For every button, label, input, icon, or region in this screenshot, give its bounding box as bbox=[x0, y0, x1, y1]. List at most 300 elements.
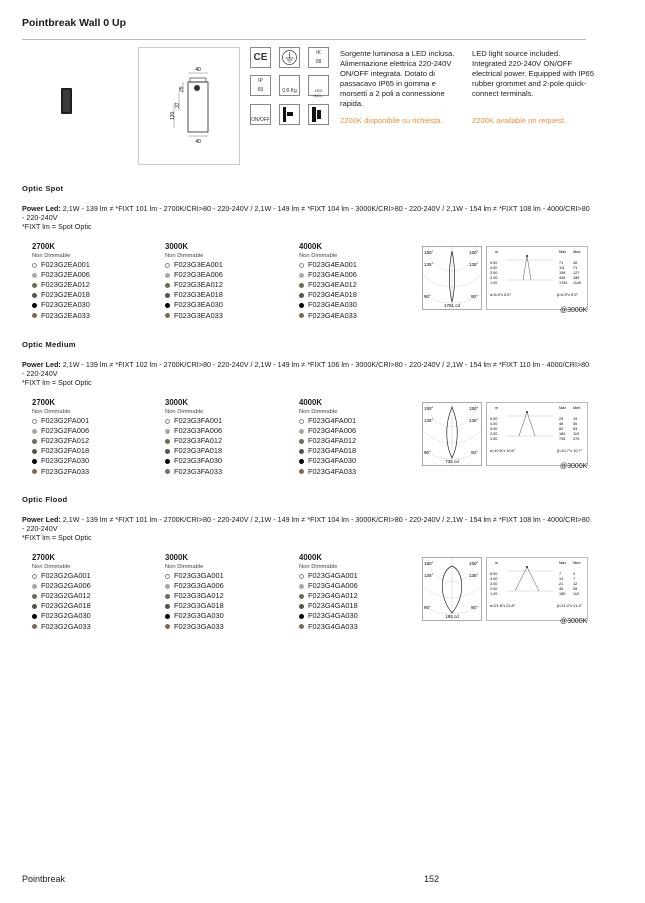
product-code: F023G2GA006 bbox=[41, 581, 91, 591]
product-code-row bbox=[165, 426, 285, 436]
product-code-row bbox=[165, 571, 285, 581]
wall-light-icon bbox=[308, 104, 329, 125]
table-max: 185 bbox=[559, 592, 566, 596]
product-code: F023G3EA030 bbox=[174, 300, 223, 310]
title-rule bbox=[22, 39, 586, 40]
polar-angle-150-left: 150° bbox=[424, 250, 434, 255]
led-label: LED INCL. bbox=[313, 88, 324, 98]
table-med: 53 bbox=[573, 427, 578, 431]
product-code-row bbox=[299, 467, 419, 477]
dimming-label: Non Dimmable bbox=[32, 409, 71, 416]
product-code-row bbox=[165, 601, 285, 611]
dim-left-b: 37 bbox=[175, 102, 181, 108]
finish-color-swatch bbox=[165, 594, 170, 599]
table-distance: 1.00 bbox=[490, 281, 498, 285]
table-distance: 5.00 bbox=[490, 417, 498, 421]
finish-color-swatch bbox=[299, 273, 304, 278]
finish-color-swatch bbox=[299, 614, 304, 619]
beam-angle-beta: β=10.7°x 10.7° bbox=[557, 449, 583, 453]
power-led-spec: 2,1W - 139 lm ≠ *FIXT 101 lm - 2700K/CRI>80 - 220-240V / 2,1W - 149 lm ≠ *FIXT 104 lm - 3000K/CRI>80 - 220-240V / 2,1W - 154 lm ≠ *FIXT 108 lm - 4000/CRI>80 - 220-240V bbox=[22, 204, 590, 222]
table-max: 82 bbox=[559, 427, 564, 431]
finish-color-swatch bbox=[32, 449, 37, 454]
product-code: F023G3FA012 bbox=[174, 436, 223, 446]
table-header-max: Max bbox=[559, 406, 567, 410]
product-code: F023G4FA012 bbox=[308, 436, 357, 446]
polar-angle-150-left: 150° bbox=[424, 561, 434, 566]
measurement-reference: @3000K bbox=[560, 463, 588, 470]
cct-column bbox=[32, 242, 152, 321]
dimming-label: Non Dimmable bbox=[32, 253, 71, 260]
product-code-row bbox=[299, 591, 419, 601]
finish-color-swatch bbox=[165, 263, 170, 268]
product-code-row bbox=[165, 270, 285, 280]
product-code: F023G2EA006 bbox=[41, 270, 90, 280]
table-max: 21 bbox=[559, 582, 564, 586]
weight-value: 0.8 Kg bbox=[282, 88, 297, 94]
cct-heading: 3000K bbox=[165, 553, 188, 562]
ik-label: IK bbox=[316, 50, 321, 56]
table-max: 735 bbox=[559, 437, 566, 441]
cct-column bbox=[165, 553, 285, 632]
product-code-row bbox=[299, 416, 419, 426]
product-code-row bbox=[32, 270, 152, 280]
dimming-label: Non Dimmable bbox=[32, 564, 71, 571]
product-code-row bbox=[32, 456, 152, 466]
product-code: F023G3FA001 bbox=[174, 416, 223, 426]
finish-color-swatch bbox=[165, 574, 170, 579]
finish-color-swatch bbox=[165, 584, 170, 589]
table-med: 1140 bbox=[573, 281, 582, 285]
finish-color-swatch bbox=[165, 419, 170, 424]
product-code-row bbox=[299, 601, 419, 611]
finish-color-swatch bbox=[299, 293, 304, 298]
table-max: 12 bbox=[559, 577, 564, 581]
table-distance: 4.00 bbox=[490, 577, 498, 581]
beam-angle-alpha: α=10.6°x 10.6° bbox=[490, 449, 516, 453]
description-italian: Sorgente luminosa a LED inclusa. Alimentazione elettrica 220-240V ON/OFF integrata. Dotato di passacavo IP65 in gomma e morsetti a 2 poli a connessione rapida. bbox=[340, 49, 455, 108]
onoff-label: ON/OFF bbox=[251, 117, 270, 123]
product-code-row bbox=[299, 300, 419, 310]
product-code: F023G2EA001 bbox=[41, 260, 90, 270]
product-code: F023G2FA001 bbox=[41, 416, 90, 426]
product-code-row bbox=[32, 311, 152, 321]
measurement-reference: @3000K bbox=[560, 618, 588, 625]
finish-color-swatch bbox=[32, 459, 37, 464]
product-thumbnail bbox=[60, 88, 74, 114]
product-code: F023G4EA001 bbox=[308, 260, 357, 270]
table-header-m: m bbox=[495, 250, 499, 254]
product-code-row bbox=[32, 280, 152, 290]
product-code: F023G2GA001 bbox=[41, 571, 91, 581]
product-code-row bbox=[32, 611, 152, 621]
power-led-text bbox=[22, 360, 592, 387]
product-code-row bbox=[32, 426, 152, 436]
illuminance-table bbox=[486, 557, 588, 621]
table-max: 111 bbox=[559, 266, 565, 270]
table-med: 7 bbox=[573, 577, 576, 581]
ik-rating-icon bbox=[308, 47, 329, 68]
polar-angle-150-right: 150° bbox=[469, 406, 479, 411]
table-header-med: Med bbox=[573, 406, 581, 410]
product-code: F023G2FA033 bbox=[41, 466, 90, 476]
product-code: F023G3GA001 bbox=[174, 571, 224, 581]
finish-color-swatch bbox=[32, 584, 37, 589]
table-med: 28 bbox=[573, 587, 578, 591]
table-distance: 2.00 bbox=[490, 432, 498, 436]
polar-angle-150-right: 150° bbox=[469, 250, 479, 255]
page-title: Pointbreak Wall 0 Up bbox=[22, 17, 127, 29]
product-code: F023G4FA006 bbox=[308, 426, 357, 436]
ik-value: 08 bbox=[315, 59, 322, 65]
product-code-row bbox=[165, 581, 285, 591]
finish-color-swatch bbox=[32, 594, 37, 599]
polar-angle-135-left: 135° bbox=[424, 573, 434, 578]
table-distance: 5.00 bbox=[490, 572, 498, 576]
finish-color-swatch bbox=[32, 624, 37, 629]
product-code-row bbox=[299, 280, 419, 290]
finish-color-swatch bbox=[32, 574, 37, 579]
beam-angle-beta: β=5.5°x 5.5° bbox=[557, 293, 578, 297]
finish-color-swatch bbox=[299, 584, 304, 589]
dim-left-a: 25 bbox=[179, 86, 185, 92]
section-heading: Optic Medium bbox=[22, 340, 76, 349]
product-code-row bbox=[32, 446, 152, 456]
product-code: F023G4GA018 bbox=[308, 601, 358, 611]
dim-bottom: 40 bbox=[195, 139, 201, 145]
product-code-row bbox=[299, 311, 419, 321]
finish-color-swatch bbox=[32, 263, 37, 268]
product-code: F023G4FA030 bbox=[308, 456, 357, 466]
product-code-row bbox=[165, 416, 285, 426]
cct-heading: 3000K bbox=[165, 242, 188, 251]
finish-color-swatch bbox=[299, 469, 304, 474]
cct-heading: 4000K bbox=[299, 553, 322, 562]
product-code: F023G2FA006 bbox=[41, 426, 90, 436]
table-max: 46 bbox=[559, 587, 564, 591]
product-code: F023G2EA018 bbox=[41, 290, 90, 300]
product-code-row bbox=[299, 426, 419, 436]
product-code-row bbox=[299, 571, 419, 581]
product-dimension-drawing bbox=[139, 48, 239, 164]
finish-color-swatch bbox=[299, 594, 304, 599]
table-max: 184 bbox=[559, 432, 566, 436]
fixt-note: *FIXT lm = Spot Optic bbox=[22, 378, 92, 387]
finish-color-swatch bbox=[299, 574, 304, 579]
product-code: F023G2GA012 bbox=[41, 591, 91, 601]
table-distance: 4.00 bbox=[490, 266, 498, 270]
power-led-text bbox=[22, 204, 592, 231]
finish-color-swatch bbox=[165, 614, 170, 619]
finish-color-swatch bbox=[165, 459, 170, 464]
polar-peak-cd: 735 cd bbox=[445, 459, 459, 464]
finish-color-swatch bbox=[32, 469, 37, 474]
product-code-row bbox=[299, 446, 419, 456]
polar-peak-cd: 1781 cd bbox=[443, 303, 461, 308]
led-included-icon bbox=[308, 75, 329, 96]
table-header-max: Max bbox=[559, 250, 567, 254]
product-code-row bbox=[165, 622, 285, 632]
table-distance: 1.00 bbox=[490, 437, 498, 441]
finish-color-swatch bbox=[165, 469, 170, 474]
product-code: F023G2GA030 bbox=[41, 611, 91, 621]
product-code: F023G4EA033 bbox=[308, 310, 357, 320]
table-distance: 5.00 bbox=[490, 261, 498, 265]
product-code: F023G4EA012 bbox=[308, 280, 357, 290]
polar-angle-150-right: 150° bbox=[469, 561, 479, 566]
polar-diagram bbox=[422, 246, 482, 310]
finish-color-swatch bbox=[165, 439, 170, 444]
dimming-label: Non Dimmable bbox=[299, 253, 338, 260]
table-med: 110 bbox=[573, 592, 580, 596]
product-code-row bbox=[165, 300, 285, 310]
product-code: F023G3FA033 bbox=[174, 466, 223, 476]
table-med: 12 bbox=[573, 582, 578, 586]
product-code-row bbox=[32, 436, 152, 446]
product-code: F023G3GA018 bbox=[174, 601, 224, 611]
product-code: F023G4EA030 bbox=[308, 300, 357, 310]
product-code-row bbox=[32, 467, 152, 477]
product-code-row bbox=[165, 591, 285, 601]
table-distance: 3.00 bbox=[490, 427, 498, 431]
illuminance-table bbox=[486, 246, 588, 310]
table-distance: 4.00 bbox=[490, 422, 498, 426]
product-code: F023G3GA033 bbox=[174, 621, 224, 631]
table-header-m: m bbox=[495, 406, 499, 410]
table-med: 71 bbox=[573, 266, 578, 270]
table-distance: 1.00 bbox=[490, 592, 498, 596]
product-code-row bbox=[299, 270, 419, 280]
product-code: F023G3EA018 bbox=[174, 290, 223, 300]
product-code-row bbox=[299, 260, 419, 270]
product-code: F023G4EA018 bbox=[308, 290, 357, 300]
cct-heading: 4000K bbox=[299, 398, 322, 407]
ip-rating-icon bbox=[250, 75, 271, 96]
finish-color-swatch bbox=[299, 459, 304, 464]
product-code-row bbox=[165, 611, 285, 621]
product-code-row bbox=[165, 467, 285, 477]
finish-color-swatch bbox=[299, 263, 304, 268]
product-code-row bbox=[32, 416, 152, 426]
polar-angle-90-right: 90° bbox=[471, 294, 478, 299]
finish-color-swatch bbox=[165, 273, 170, 278]
product-code: F023G2FA018 bbox=[41, 446, 90, 456]
product-code: F023G3EA001 bbox=[174, 260, 223, 270]
product-code: F023G3EA033 bbox=[174, 310, 223, 320]
finish-color-swatch bbox=[165, 313, 170, 318]
product-code: F023G3GA030 bbox=[174, 611, 224, 621]
product-code: F023G4GA012 bbox=[308, 591, 358, 601]
finish-color-swatch bbox=[299, 449, 304, 454]
cct-heading: 3000K bbox=[165, 398, 188, 407]
table-distance: 3.00 bbox=[490, 582, 498, 586]
product-code: F023G4FA001 bbox=[308, 416, 357, 426]
finish-color-swatch bbox=[299, 604, 304, 609]
product-code: F023G2FA012 bbox=[41, 436, 90, 446]
beam-angle-alpha: α=5.6°x 5.6° bbox=[490, 293, 511, 297]
fixt-note: *FIXT lm = Spot Optic bbox=[22, 533, 92, 542]
ip-label: IP bbox=[258, 78, 263, 84]
product-code: F023G4FA033 bbox=[308, 466, 357, 476]
cct-column bbox=[165, 242, 285, 321]
cct-heading: 2700K bbox=[32, 242, 55, 251]
ip-value: 65 bbox=[257, 87, 264, 93]
table-med: 19 bbox=[573, 417, 578, 421]
finish-color-swatch bbox=[32, 313, 37, 318]
finish-color-swatch bbox=[165, 604, 170, 609]
wall-mount-icon bbox=[279, 104, 300, 125]
ce-mark-icon: CE bbox=[250, 47, 271, 68]
finish-color-swatch bbox=[299, 313, 304, 318]
product-code: F023G3GA006 bbox=[174, 581, 224, 591]
section-heading: Optic Spot bbox=[22, 184, 64, 193]
product-code: F023G4EA006 bbox=[308, 270, 357, 280]
product-code-row bbox=[165, 456, 285, 466]
table-med: 4 bbox=[573, 572, 576, 576]
product-code-row bbox=[165, 280, 285, 290]
finish-color-swatch bbox=[32, 604, 37, 609]
power-led-text bbox=[22, 515, 592, 542]
dimming-label: Non Dimmable bbox=[165, 564, 204, 571]
beam-angle-alpha: α=21.8°x 21.8° bbox=[490, 604, 516, 608]
polar-angle-90-left: 90° bbox=[424, 294, 431, 299]
product-code-row bbox=[32, 571, 152, 581]
product-code-row bbox=[32, 601, 152, 611]
product-code-row bbox=[299, 436, 419, 446]
product-code-row bbox=[32, 300, 152, 310]
product-code-row bbox=[32, 622, 152, 632]
product-code-row bbox=[299, 290, 419, 300]
cct-column bbox=[32, 398, 152, 477]
finish-color-swatch bbox=[165, 303, 170, 308]
cct-heading: 2700K bbox=[32, 553, 55, 562]
finish-color-swatch bbox=[299, 419, 304, 424]
table-max: 46 bbox=[559, 422, 564, 426]
table-distance: 3.00 bbox=[490, 271, 498, 275]
cct-column bbox=[165, 398, 285, 477]
table-header-m: m bbox=[495, 561, 499, 565]
description-english: LED light source included. Integrated 220-240V ON/OFF electrical power. Equipped with IP65 rubber grommet and 2-pole quick-connect terminals. bbox=[472, 49, 594, 98]
polar-angle-90-left: 90° bbox=[424, 450, 431, 455]
polar-peak-cd: 185 cd bbox=[445, 614, 459, 619]
product-code-row bbox=[299, 611, 419, 621]
polar-angle-135-left: 135° bbox=[424, 418, 434, 423]
power-led-spec: 2,1W - 139 lm ≠ *FIXT 102 lm - 2700K/CRI>80 - 220-240V / 2,1W - 149 lm ≠ *FIXT 106 lm - 3000K/CRI>80 - 220-240V / 2,1W - 154 lm ≠ *FIXT 110 lm - 4000/CRI>80 - 220-240V bbox=[22, 360, 590, 378]
table-header-med: Med bbox=[573, 250, 581, 254]
finish-color-swatch bbox=[299, 283, 304, 288]
power-led-label: Power Led: bbox=[22, 515, 61, 524]
product-code: F023G3EA012 bbox=[174, 280, 223, 290]
finish-color-swatch bbox=[32, 283, 37, 288]
table-distance: 2.00 bbox=[490, 587, 498, 591]
polar-angle-135-right: 135° bbox=[469, 418, 479, 423]
finish-color-swatch bbox=[299, 429, 304, 434]
cct-column bbox=[299, 553, 419, 632]
dimming-label: Non Dimmable bbox=[299, 409, 338, 416]
table-max: 445 bbox=[559, 276, 566, 280]
finish-color-swatch bbox=[165, 429, 170, 434]
product-code-row bbox=[165, 290, 285, 300]
note-italian: 2200K disponibile su richiesta. bbox=[340, 116, 443, 125]
dimming-label: Non Dimmable bbox=[165, 253, 204, 260]
finish-color-swatch bbox=[299, 439, 304, 444]
finish-color-swatch bbox=[32, 419, 37, 424]
ground-icon bbox=[279, 47, 300, 68]
table-max: 7 bbox=[559, 572, 562, 576]
polar-angle-90-left: 90° bbox=[424, 605, 431, 610]
cct-column bbox=[299, 398, 419, 477]
cct-heading: 2700K bbox=[32, 398, 55, 407]
product-code: F023G4GA001 bbox=[308, 571, 358, 581]
polar-angle-135-left: 135° bbox=[424, 262, 434, 267]
table-med: 30 bbox=[573, 422, 578, 426]
table-max: 71 bbox=[559, 261, 564, 265]
finish-color-swatch bbox=[299, 624, 304, 629]
beam-angle-beta: β=21.4°x 21.4° bbox=[557, 604, 583, 608]
product-code-row bbox=[299, 581, 419, 591]
measurement-reference: @3000K bbox=[560, 307, 588, 314]
polar-angle-135-right: 135° bbox=[469, 573, 479, 578]
cct-heading: 4000K bbox=[299, 242, 322, 251]
table-header-med: Med bbox=[573, 561, 581, 565]
finish-color-swatch bbox=[32, 303, 37, 308]
section-heading: Optic Flood bbox=[22, 495, 68, 504]
product-code-row bbox=[165, 436, 285, 446]
product-code: F023G4GA006 bbox=[308, 581, 358, 591]
polar-angle-90-right: 90° bbox=[471, 605, 478, 610]
weight-icon bbox=[279, 75, 300, 96]
table-max: 29 bbox=[559, 417, 564, 421]
power-led-spec: 2,1W - 139 lm ≠ *FIXT 101 lm - 2700K/CRI>80 - 220-240V / 2,1W - 149 lm ≠ *FIXT 104 lm - 3000K/CRI>80 - 220-240V / 2,1W - 154 lm ≠ *FIXT 108 lm - 4000/CRI>80 - 220-240V bbox=[22, 515, 590, 533]
polar-angle-135-right: 135° bbox=[469, 262, 479, 267]
table-distance: 2.00 bbox=[490, 276, 498, 280]
finish-color-swatch bbox=[32, 273, 37, 278]
product-code: F023G2FA030 bbox=[41, 456, 90, 466]
table-med: 127 bbox=[573, 271, 580, 275]
polar-angle-150-left: 150° bbox=[424, 406, 434, 411]
finish-color-swatch bbox=[32, 429, 37, 434]
table-header-max: Max bbox=[559, 561, 567, 565]
product-code: F023G2GA033 bbox=[41, 621, 91, 631]
dimming-label: Non Dimmable bbox=[165, 409, 204, 416]
product-code-row bbox=[299, 456, 419, 466]
product-code: F023G3EA006 bbox=[174, 270, 223, 280]
product-code-row bbox=[165, 311, 285, 321]
product-code-row bbox=[165, 446, 285, 456]
finish-color-swatch bbox=[165, 283, 170, 288]
finish-color-swatch bbox=[32, 293, 37, 298]
product-code: F023G2EA030 bbox=[41, 300, 90, 310]
cct-column bbox=[299, 242, 419, 321]
table-med: 285 bbox=[573, 276, 580, 280]
footer-brand: Pointbreak bbox=[22, 874, 66, 884]
product-code: F023G4GA030 bbox=[308, 611, 358, 621]
table-med: 119 bbox=[573, 432, 580, 436]
power-led-label: Power Led: bbox=[22, 360, 61, 369]
cct-column bbox=[32, 553, 152, 632]
product-code: F023G3FA030 bbox=[174, 456, 223, 466]
footer-page-number: 152 bbox=[424, 874, 440, 884]
product-code-row bbox=[32, 591, 152, 601]
product-code-row bbox=[32, 290, 152, 300]
note-english: 2200K available on request. bbox=[472, 116, 567, 125]
product-code: F023G3FA006 bbox=[174, 426, 223, 436]
illuminance-table bbox=[486, 402, 588, 466]
dimming-label: Non Dimmable bbox=[299, 564, 338, 571]
finish-color-swatch bbox=[32, 614, 37, 619]
product-code-row bbox=[299, 622, 419, 632]
table-med: 46 bbox=[573, 261, 578, 265]
finish-color-swatch bbox=[299, 303, 304, 308]
